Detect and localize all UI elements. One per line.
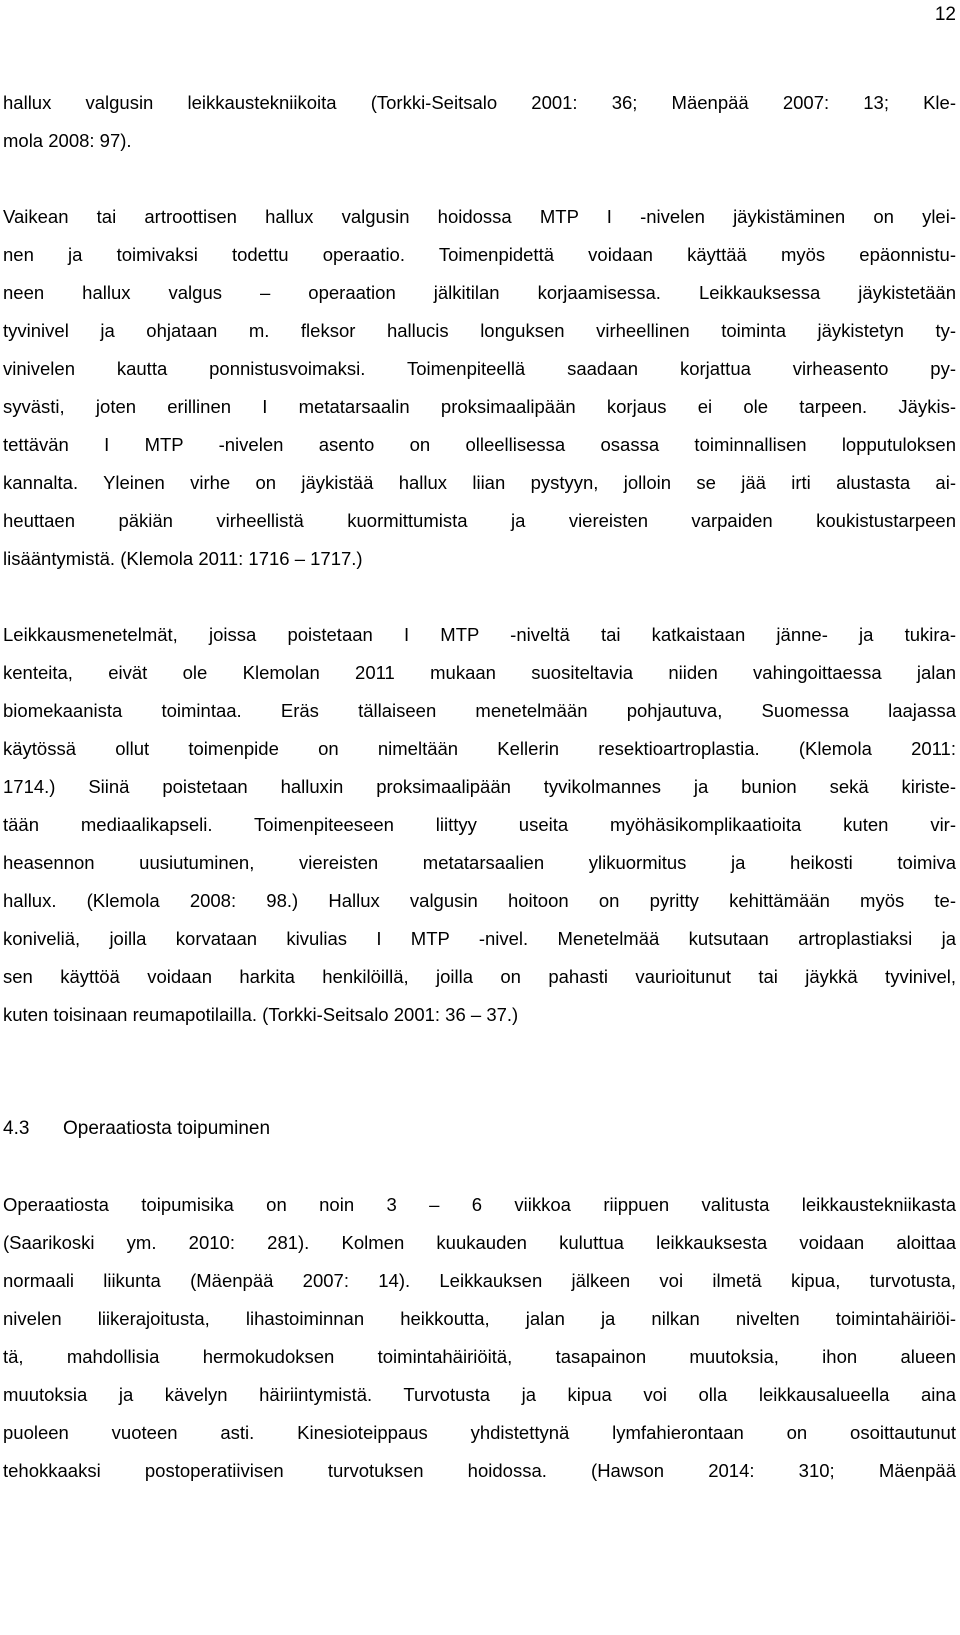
page-number: 12: [934, 4, 956, 25]
text-line: Vaikean tai artroottisen hallux valgusin hoidossa MTP I -nivelen jäykistäminen on ylei-: [3, 206, 956, 227]
text-line: kuten toisinaan reumapotilailla. (Torkki-Seitsalo 2001: 36 – 37.): [3, 1004, 519, 1025]
text-line: biomekaanista toimintaa. Eräs tällaiseen menetelmään pohjautuva, Suomessa laajassa: [3, 700, 956, 721]
section-heading: [3, 1110, 956, 1148]
document-body: [3, 84, 956, 1490]
text-line: hallux valgusin leikkaustekniikoita (Torkki-Seitsalo 2001: 36; Mäenpää 2007: 13; Kle-: [3, 92, 956, 113]
text-line: tettävän I MTP -nivelen asento on olleellisessa osassa toiminnallisen lopputuloksen: [3, 434, 956, 455]
text-line: syvästi, joten erillinen I metatarsaalin proksimaalipään korjaus ei ole tarpeen. Jäykis-: [3, 396, 956, 417]
section-title: Operaatiosta toipuminen: [63, 1118, 271, 1139]
text-line: tään mediaalikapseli. Toimenpiteeseen liittyy useita myöhäsikomplikaatioita kuten vir-: [3, 814, 956, 835]
text-line: tehokkaaksi postoperatiivisen turvotuksen hoidossa. (Hawson 2014: 310; Mäenpää: [3, 1460, 956, 1481]
text-line: heuttaen päkiän virheellistä kuormittumista ja viereisten varpaiden koukistustarpeen: [3, 510, 956, 531]
text-line: nivelen liikerajoitusta, lihastoiminnan heikkoutta, jalan ja nilkan nivelten toimintahäiriöi-: [3, 1308, 956, 1329]
text-line: nen ja toimivaksi todettu operaatio. Toimenpidettä voidaan käyttää myös epäonnistu-: [3, 244, 956, 265]
paragraph-1: [3, 84, 956, 160]
paragraph-gap: [3, 1034, 956, 1072]
paragraph-gap: [3, 1148, 956, 1186]
paragraph-2: [3, 198, 956, 578]
text-line: puoleen vuoteen asti. Kinesioteippaus yhdistettynä lymfahierontaan on osoittautunut: [3, 1422, 956, 1443]
text-line: tyvinivel ja ohjataan m. fleksor hallucis longuksen virheellinen toiminta jäykistetyn ty-: [3, 320, 956, 341]
text-line: neen hallux valgus – operaation jälkitilan korjaamisessa. Leikkauksessa jäykistetään: [3, 282, 956, 303]
text-line: Leikkausmenetelmät, joissa poistetaan I MTP -niveltä tai katkaistaan jänne- ja tukira-: [3, 624, 956, 645]
text-line: mola 2008: 97).: [3, 130, 132, 151]
text-line: heasennon uusiutuminen, viereisten metatarsaalien ylikuormitus ja heikosti toimiva: [3, 852, 956, 873]
text-line: kenteita, eivät ole Klemolan 2011 mukaan suositeltavia niiden vahingoittaessa jalan: [3, 662, 956, 683]
text-line: (Saarikoski ym. 2010: 281). Kolmen kuukauden kuluttua leikkauksesta voidaan aloittaa: [3, 1232, 956, 1253]
text-line: vinivelen kautta ponnistusvoimaksi. Toimenpiteellä saadaan korjattua virheasento py-: [3, 358, 956, 379]
text-line: tä, mahdollisia hermokudoksen toimintahäiriöitä, tasapainon muutoksia, ihon alueen: [3, 1346, 956, 1367]
text-line: lisääntymistä. (Klemola 2011: 1716 – 1717.): [3, 548, 363, 569]
text-line: muutoksia ja kävelyn häiriintymistä. Turvotusta ja kipua voi olla leikkausalueella aina: [3, 1384, 956, 1405]
paragraph-3: [3, 616, 956, 1034]
text-line: Operaatiosta toipumisika on noin 3 – 6 viikkoa riippuen valitusta leikkaustekniikasta: [3, 1194, 956, 1215]
section-paragraph: [3, 1186, 956, 1490]
text-line: käytössä ollut toimenpide on nimeltään Kellerin resektioartroplastia. (Klemola 2011:: [3, 738, 956, 759]
text-line: normaali liikunta (Mäenpää 2007: 14). Leikkauksen jälkeen voi ilmetä kipua, turvotusta,: [3, 1270, 956, 1291]
paragraph-gap: [3, 578, 956, 616]
section-number: 4.3: [3, 1118, 30, 1139]
paragraph-gap: [3, 160, 956, 198]
text-line: hallux. (Klemola 2008: 98.) Hallux valgusin hoitoon on pyritty kehittämään myös te-: [3, 890, 956, 911]
text-line: koniveliä, joilla korvataan kivulias I MTP -nivel. Menetelmää kutsutaan artroplastiaksi ja: [3, 928, 956, 949]
text-line: sen käyttöä voidaan harkita henkilöillä, joilla on pahasti vaurioitunut tai jäykkä tyvinivel,: [3, 966, 956, 987]
text-line: 1714.) Siinä poistetaan halluxin proksimaalipään tyvikolmannes ja bunion sekä kiriste-: [3, 776, 956, 797]
paragraph-gap: [3, 1072, 956, 1110]
text-line: kannalta. Yleinen virhe on jäykistää hallux liian pystyyn, jolloin se jää irti alustasta ai-: [3, 472, 956, 493]
